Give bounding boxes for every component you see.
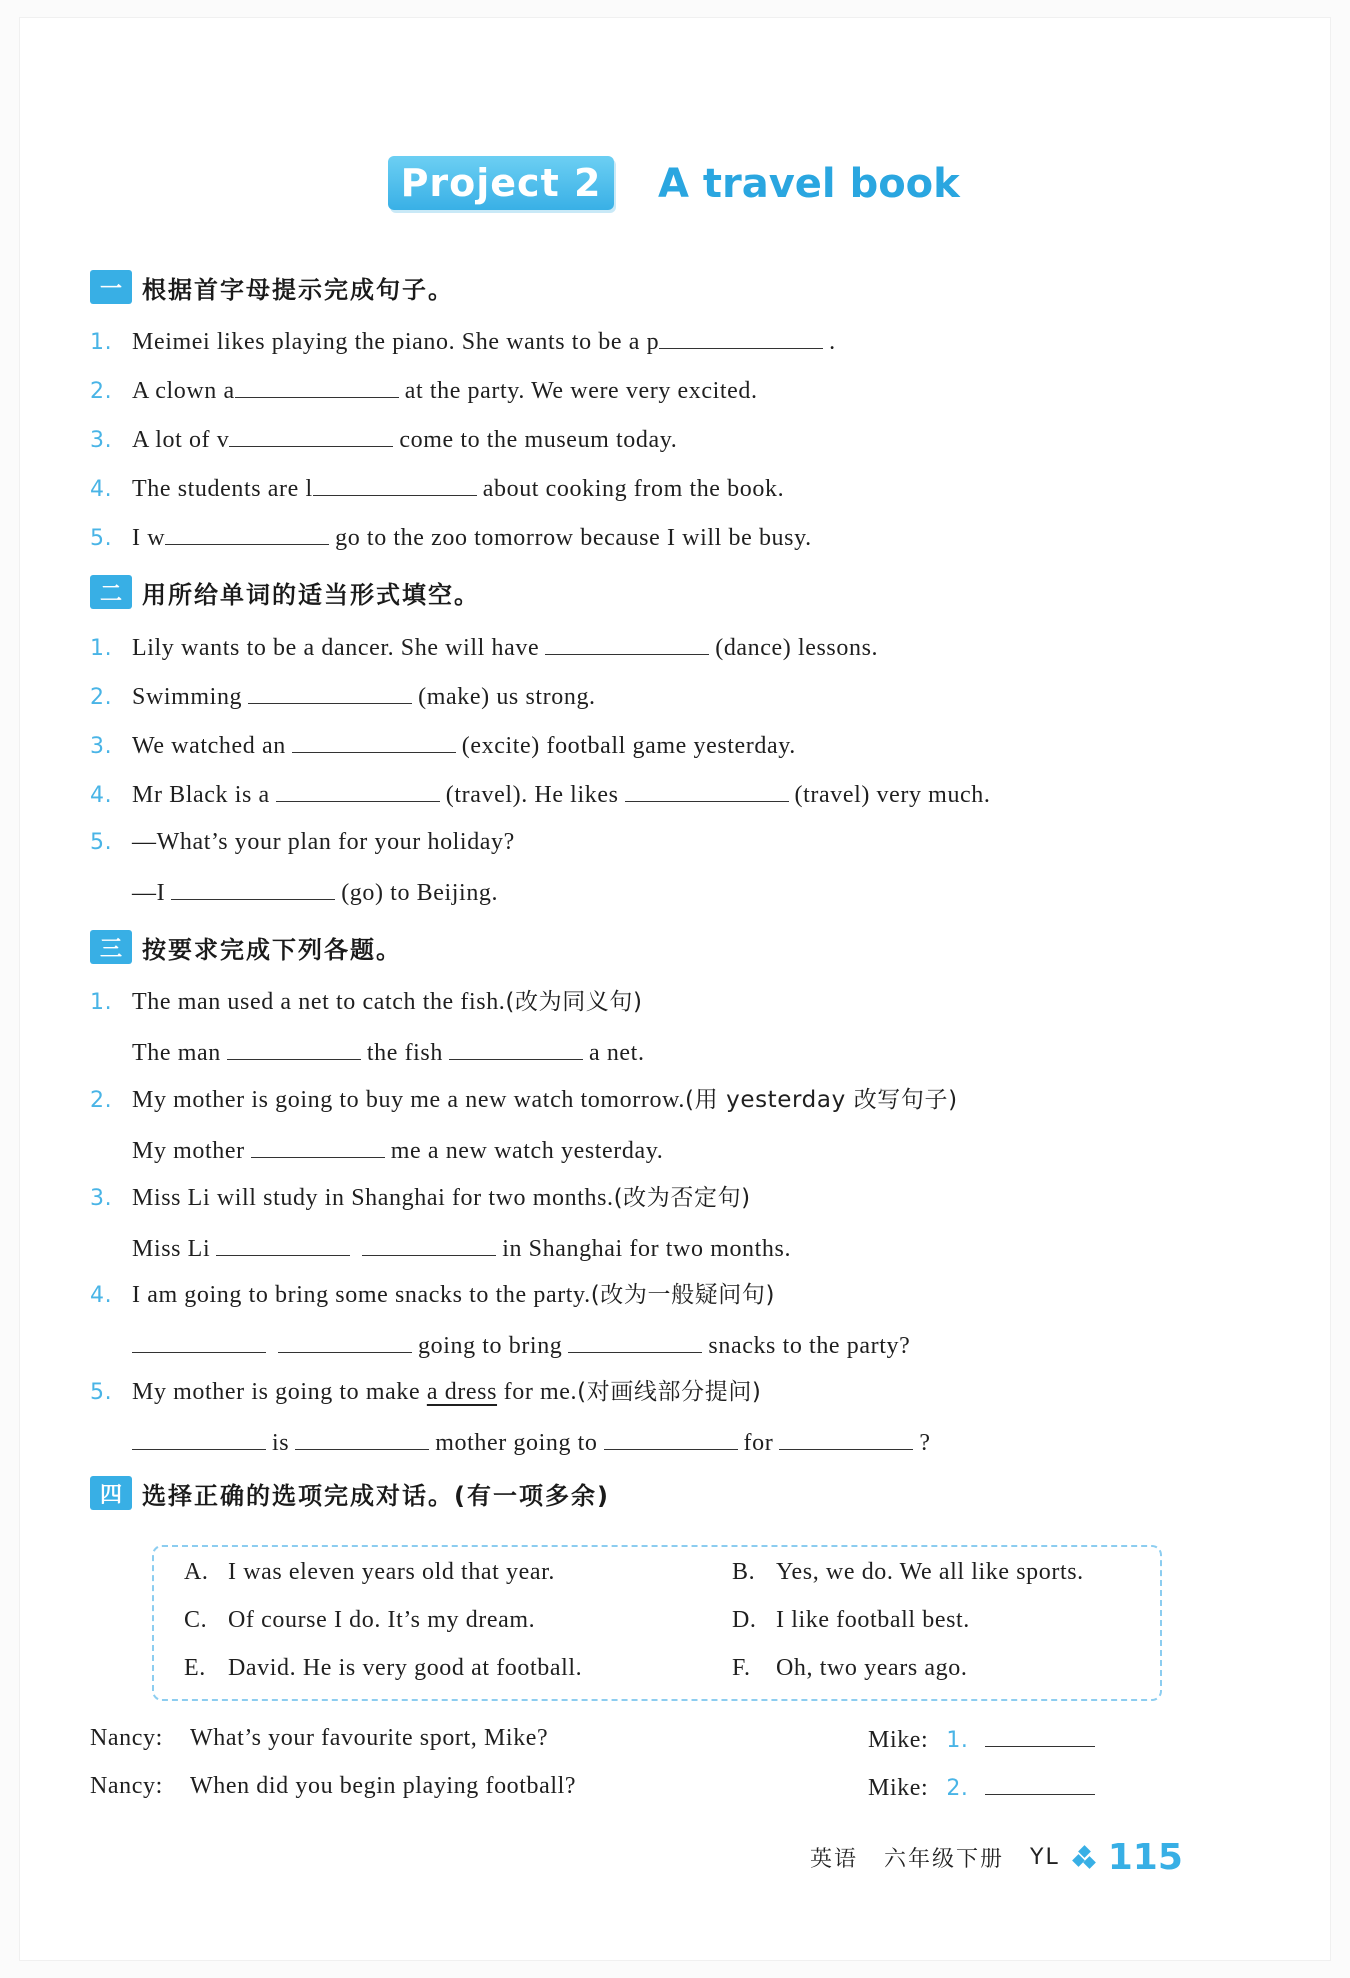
option-letter: E.: [184, 1655, 206, 1681]
item-text: the fish: [366, 1040, 443, 1066]
speaker-name: Nancy:: [90, 1773, 163, 1799]
item-number: 2.: [90, 379, 113, 404]
item-text: (excite) football game yesterday.: [461, 733, 796, 759]
item-text: snacks to the party?: [708, 1333, 911, 1359]
answer-blank[interactable]: [779, 1421, 913, 1450]
answer-blank[interactable]: [545, 626, 709, 655]
s3-item-2-answer: [90, 1129, 663, 1169]
question-hint: (改为一般疑问句): [590, 1282, 776, 1308]
answer-number: 1.: [946, 1728, 969, 1753]
item-text: (go) to Beijing.: [341, 880, 499, 906]
footer-grade: 六年级下册: [884, 1846, 1005, 1872]
s3-item-2: [90, 1080, 958, 1120]
section-3-header: [90, 928, 402, 966]
s3-item-5-answer: [90, 1421, 931, 1461]
item-number: 2.: [90, 685, 113, 710]
item-number: 3.: [90, 1186, 113, 1211]
item-text: ?: [919, 1430, 931, 1456]
item-number: 3.: [90, 734, 113, 759]
s3-item-3: [90, 1178, 751, 1218]
diamond-icon: [1074, 1847, 1094, 1867]
section-2-header: [90, 573, 480, 611]
option-letter: F.: [732, 1655, 751, 1681]
option-letter: A.: [184, 1559, 209, 1585]
item-text: A clown a: [132, 378, 235, 404]
question-text: My mother is going to make: [132, 1379, 427, 1405]
option-c: [184, 1600, 535, 1640]
item-text: Miss Li: [132, 1236, 211, 1262]
question-text: for me.: [497, 1379, 578, 1405]
item-text: (make) us strong.: [418, 684, 596, 710]
answer-blank[interactable]: [278, 1324, 412, 1353]
answer-blank[interactable]: [659, 320, 823, 349]
item-text: I w: [132, 525, 166, 551]
item-text: at the party. We were very excited.: [404, 378, 758, 404]
item-text: —What’s your plan for your holiday?: [132, 829, 515, 855]
question-text: The man used a net to catch the fish.: [132, 989, 506, 1015]
answer-blank[interactable]: [165, 516, 329, 545]
answer-blank[interactable]: [313, 467, 477, 496]
answer-blank[interactable]: [362, 1227, 496, 1256]
section-4-instruction: 选择正确的选项完成对话。(有一项多余): [142, 1481, 610, 1510]
s1-item-1: [90, 320, 836, 360]
item-number: 4.: [90, 1283, 113, 1308]
item-text: The man: [132, 1040, 221, 1066]
option-b: [732, 1552, 1084, 1592]
dialogue-line-1: [90, 1718, 548, 1758]
answer-blank[interactable]: [276, 773, 440, 802]
s1-item-3: [90, 418, 677, 458]
option-text: David. He is very good at football.: [228, 1655, 583, 1681]
item-text: a net.: [588, 1040, 645, 1066]
item-text: The students are l: [132, 476, 313, 502]
answer-blank[interactable]: [292, 724, 456, 753]
speaker-name: Mike:: [868, 1775, 929, 1801]
option-text: I like football best.: [776, 1607, 970, 1633]
answer-blank[interactable]: [985, 1718, 1095, 1747]
s3-item-1-answer: [90, 1031, 645, 1071]
section-2-number: 二: [90, 575, 132, 609]
footer-subject: 英语: [810, 1846, 859, 1872]
answer-blank[interactable]: [295, 1421, 429, 1450]
project-subtitle: A travel book: [658, 161, 960, 207]
item-text: Swimming: [132, 684, 243, 710]
answer-blank[interactable]: [449, 1031, 583, 1060]
answer-blank[interactable]: [568, 1324, 702, 1353]
item-text: A lot of v: [132, 427, 230, 453]
option-e: [184, 1648, 582, 1688]
answer-blank[interactable]: [604, 1421, 738, 1450]
s1-item-4: [90, 467, 784, 507]
answer-blank[interactable]: [216, 1227, 350, 1256]
dialogue-text: What’s your favourite sport, Mike?: [190, 1725, 549, 1751]
s3-item-1: [90, 982, 643, 1022]
title-row: [0, 152, 1350, 216]
item-text: Meimei likes playing the piano. She wants to be a p: [132, 329, 660, 355]
item-text: going to bring: [418, 1333, 563, 1359]
answer-blank[interactable]: [132, 1421, 266, 1450]
option-d: [732, 1600, 970, 1640]
item-text: (dance) lessons.: [715, 635, 879, 661]
underlined-phrase: a dress: [426, 1379, 498, 1405]
item-text: (travel). He likes: [445, 782, 619, 808]
s3-item-3-answer: [90, 1227, 791, 1267]
item-text: We watched an: [132, 733, 286, 759]
answer-blank[interactable]: [171, 871, 335, 900]
s1-item-2: [90, 369, 758, 409]
section-1-header: [90, 268, 454, 306]
s2-item-3: [90, 724, 796, 764]
item-text: .: [829, 329, 836, 355]
section-4-header: [90, 1474, 610, 1512]
answer-number: 2.: [946, 1776, 969, 1801]
option-letter: B.: [732, 1559, 756, 1585]
section-4-number: 四: [90, 1476, 132, 1510]
dialogue-reply-2: [868, 1766, 1101, 1809]
option-text: Of course I do. It’s my dream.: [228, 1607, 536, 1633]
dialogue-reply-1: [868, 1718, 1101, 1761]
item-number: 5.: [90, 526, 113, 551]
answer-blank[interactable]: [229, 418, 393, 447]
page-number: 115: [1107, 1836, 1183, 1878]
item-number: 4.: [90, 477, 113, 502]
item-number: 5.: [90, 1380, 113, 1405]
footer-edition: YL: [1030, 1844, 1060, 1870]
project-badge: Project 2: [388, 156, 614, 210]
item-text: (travel) very much.: [794, 782, 991, 808]
page-footer: [810, 1832, 1183, 1882]
item-text: Lily wants to be a dancer. She will have: [132, 635, 540, 661]
question-text: My mother is going to buy me a new watch tomorrow.: [132, 1087, 686, 1113]
item-text: is: [272, 1430, 290, 1456]
section-3-number: 三: [90, 930, 132, 964]
section-1-instruction: 根据首字母提示完成句子。: [142, 275, 454, 304]
item-number: 5.: [90, 830, 113, 855]
question-hint: (对画线部分提问): [577, 1379, 762, 1405]
answer-blank[interactable]: [251, 1129, 385, 1158]
question-text: I am going to bring some snacks to the party.: [132, 1282, 591, 1308]
item-text: mother going to: [435, 1430, 598, 1456]
option-text: Oh, two years ago.: [776, 1655, 968, 1681]
s2-item-5: [90, 822, 515, 862]
question-hint: (用 yesterday 改写句子): [685, 1087, 958, 1113]
item-text: about cooking from the book.: [482, 476, 785, 502]
answer-blank[interactable]: [625, 773, 789, 802]
item-number: 2.: [90, 1088, 113, 1113]
answer-blank[interactable]: [132, 1324, 266, 1353]
item-text: go to the zoo tomorrow because I will be busy.: [335, 525, 812, 551]
s3-item-5: [90, 1372, 762, 1412]
item-text: —I: [132, 880, 166, 906]
speaker-name: Nancy:: [90, 1725, 163, 1751]
s1-item-5: [90, 516, 812, 556]
item-number: 1.: [90, 330, 113, 355]
dialogue-line-2: [90, 1766, 576, 1806]
s2-item-2: [90, 675, 596, 715]
option-letter: D.: [732, 1607, 757, 1633]
question-text: Miss Li will study in Shanghai for two months.: [132, 1185, 614, 1211]
item-number: 1.: [90, 990, 113, 1015]
item-text: in Shanghai for two months.: [502, 1236, 792, 1262]
item-text: me a new watch yesterday.: [390, 1138, 664, 1164]
item-text: come to the museum today.: [399, 427, 678, 453]
item-number: 4.: [90, 783, 113, 808]
item-number: 3.: [90, 428, 113, 453]
s3-item-4: [90, 1275, 775, 1315]
item-text: for: [743, 1430, 774, 1456]
s3-item-4-answer: [90, 1324, 910, 1364]
s2-item-1: [90, 626, 878, 666]
item-text: Mr Black is a: [132, 782, 270, 808]
section-2-instruction: 用所给单词的适当形式填空。: [142, 580, 480, 609]
option-text: Yes, we do. We all like sports.: [776, 1559, 1084, 1585]
option-text: I was eleven years old that year.: [228, 1559, 556, 1585]
item-text: My mother: [132, 1138, 245, 1164]
item-number: 1.: [90, 636, 113, 661]
answer-blank[interactable]: [235, 369, 399, 398]
s2-item-4: [90, 773, 991, 813]
section-1-number: 一: [90, 270, 132, 304]
dialogue-text: When did you begin playing football?: [190, 1773, 577, 1799]
answer-blank[interactable]: [985, 1766, 1095, 1795]
question-hint: (改为同义句): [505, 989, 643, 1015]
option-f: [732, 1648, 967, 1688]
answer-blank[interactable]: [227, 1031, 361, 1060]
speaker-name: Mike:: [868, 1727, 929, 1753]
s2-item-5-answer: [90, 871, 498, 911]
option-a: [184, 1552, 555, 1592]
option-letter: C.: [184, 1607, 208, 1633]
section-3-instruction: 按要求完成下列各题。: [142, 935, 402, 964]
answer-blank[interactable]: [248, 675, 412, 704]
question-hint: (改为否定句): [613, 1185, 751, 1211]
